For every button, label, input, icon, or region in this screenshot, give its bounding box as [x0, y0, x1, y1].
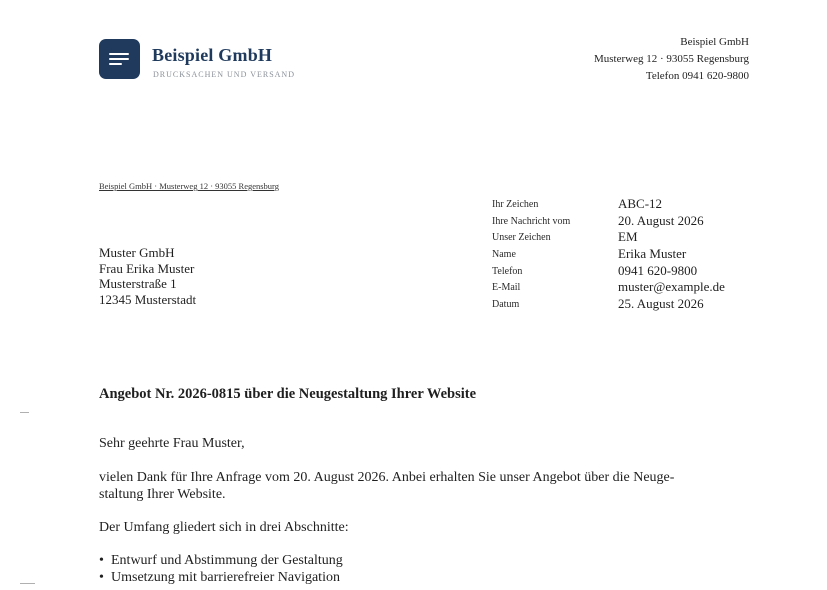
info-label: Telefon	[492, 265, 523, 277]
email-value[interactable]: muster@example.de	[618, 279, 725, 295]
salutation: Sehr geehrte Frau Muster,	[99, 436, 245, 451]
letter-subject: Angebot Nr. 2026-0815 über die Neugestaltung Ihrer Website	[99, 386, 477, 402]
bullet-icon: •	[99, 553, 104, 568]
sender-block	[594, 34, 749, 85]
company-name: Beispiel GmbH	[152, 45, 273, 65]
punch-mark	[20, 583, 35, 584]
info-value: 20. August 2026	[618, 212, 704, 228]
bullet-icon: •	[99, 569, 104, 585]
list-item	[99, 553, 343, 570]
logo-mark	[99, 39, 140, 79]
info-value: 25. August 2026	[618, 296, 704, 312]
info-label: E-Mail	[492, 282, 521, 294]
info-label: Name	[492, 249, 516, 261]
recipient-line: Frau Erika Muster	[99, 260, 195, 276]
info-label: Ihr Zeichen	[492, 199, 539, 210]
info-value: 0941 620-9800	[618, 262, 698, 278]
fold-mark	[20, 412, 29, 413]
return-address: Beispiel GmbH · Musterweg 12 · 93055 Regensburg	[99, 181, 279, 191]
list-item-text: Umsetzung mit barrierefreier Navigation	[111, 569, 340, 585]
info-label: Ihre Nachricht vom	[492, 215, 571, 227]
recipient-line: 12345 Musterstadt	[99, 291, 197, 307]
sender-address: Musterweg 12 · 93055 Regensburg	[594, 53, 749, 65]
body-line: staltung Ihrer Website.	[99, 486, 226, 502]
company-tagline: DRUCKSACHEN UND VERSAND	[153, 70, 295, 79]
body-line: vielen Dank für Ihre Anfrage vom 20. August 2026. Anbei erhalten Sie unser Angebot über die Neuge-	[99, 470, 675, 485]
info-value: EM	[618, 229, 638, 245]
body-paragraph: Der Umfang gliedert sich in drei Abschnitte:	[99, 520, 349, 535]
info-label: Datum	[492, 299, 520, 311]
info-value: Erika Muster	[618, 246, 687, 262]
info-label: Unser Zeichen	[492, 232, 551, 244]
list-item-text: Entwurf und Abstimmung der Gestaltung	[111, 553, 343, 568]
sender-phone: Telefon 0941 620-9800	[645, 70, 749, 82]
info-value: ABC-12	[618, 196, 663, 211]
recipient-line: Musterstraße 1	[99, 276, 177, 291]
sender-name: Beispiel GmbH	[680, 36, 749, 48]
recipient-address	[99, 245, 196, 307]
scope-list	[99, 553, 343, 586]
body-paragraph	[99, 470, 739, 503]
list-item	[99, 570, 343, 587]
recipient-line: Muster GmbH	[99, 245, 175, 260]
